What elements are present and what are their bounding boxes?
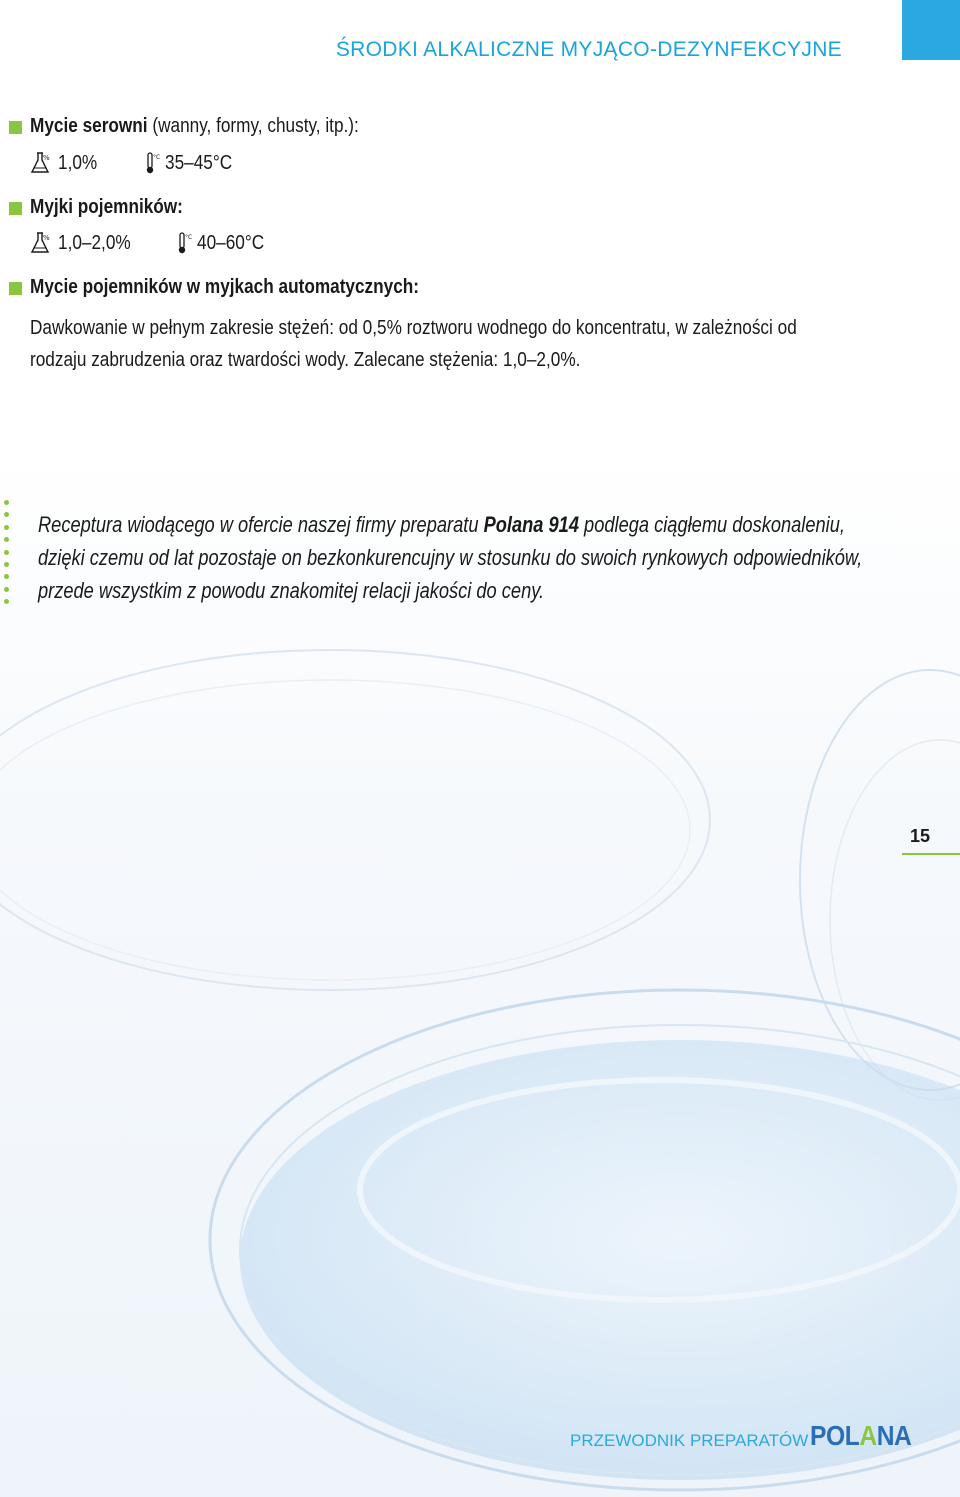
quote-text: Receptura wiodącego w ofercie naszej firmy preparatu [38, 512, 484, 537]
svg-text:°C: °C [153, 154, 161, 161]
footer-label: PRZEWODNIK PREPARATÓW [570, 1431, 809, 1450]
concentration-value: 1,0–2,0% [57, 231, 131, 254]
flask-icon [30, 151, 52, 175]
description-line: rodzaju zabrudzenia oraz twardości wody. Zalecane stężenia: 1,0–2,0%. [30, 349, 581, 371]
spec-row [30, 151, 243, 177]
corner-tab [902, 0, 960, 60]
section-title: ŚRODKI ALKALICZNE MYJĄCO-DEZYNFEKCYJNE [335, 38, 842, 61]
item-title-bold: Myjki pojemników: [30, 196, 183, 218]
svg-text:%: % [43, 234, 50, 242]
concentration-value: 1,0% [57, 151, 97, 174]
thermometer-icon [175, 231, 191, 255]
spec-row [30, 231, 275, 257]
dosage-description [30, 312, 856, 376]
description-line: Dawkowanie w pełnym zakresie stężeń: od 0,5% roztworu wodnego do koncentratu, w zależności od [30, 317, 797, 339]
item-title-normal: (wanny, formy, chusty, itp.): [147, 115, 359, 137]
bullet-square [9, 282, 22, 295]
item-title-bold: Mycie pojemników w myjkach automatycznych: [30, 276, 420, 298]
item-title-bold: Mycie serowni [30, 115, 148, 137]
page-number: 15 [909, 826, 930, 846]
product-name: Polana 914 [483, 512, 579, 537]
item-title [30, 196, 183, 219]
quote-text: podlega ciągłemu doskonaleniu, dzięki czemu od lat pozostaje on bezkonkurencujny w stosunku do swoich rynkowych odpowiedników, przede wszystkim z powodu znakomitej relacji jakości do ceny. [38, 512, 863, 603]
flask-icon [30, 231, 52, 255]
item-title [30, 115, 359, 138]
bullet-square [9, 121, 22, 134]
dotted-margin-marker [4, 500, 10, 612]
item-title [30, 276, 419, 299]
polana-logo: POLANA [810, 1420, 912, 1451]
bullet-square [9, 202, 22, 215]
svg-text:°C: °C [185, 234, 193, 241]
page-number-underline [902, 853, 960, 855]
temperature-value: 40–60°C [196, 231, 264, 254]
svg-text:%: % [43, 154, 50, 162]
temperature-value: 35–45°C [164, 151, 232, 174]
thermometer-icon [143, 151, 159, 175]
product-quote [38, 508, 876, 607]
